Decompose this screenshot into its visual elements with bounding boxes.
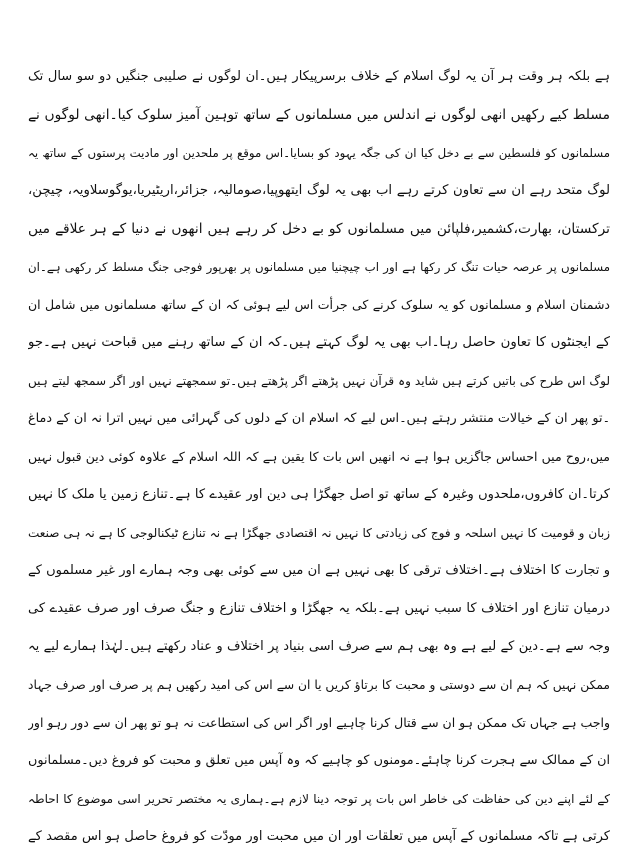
text-line-16: وجہ سے ہے۔دین کے لیے ہے وہ بھی ہم سے صرف اسی بنیاد پر اختلاف و عناد رکھتے ہیں۔لہٰذا ہمارے لیے یہ [28,639,610,654]
text-line-17: ممکن نہیں کہ ہم ان سے دوستی و محبت کا برتاؤ کریں یا ان سے اس کی امید رکھیں ہم پر صرف اور صرف جہاد [28,678,610,692]
text-line-7: دشمنان اسلام و مسلمانوں کو یہ سلوک کرنے کی جرأت اس لیے ہوئی کہ ان کے ساتھ مسلمانوں میں شامل ان [28,297,610,312]
text-line-21: کرتی ہے تاکہ مسلمانوں کے آپس میں تعلقات اور ان میں محبت اور مودّت کو فروغ حاصل ہو اس مقصد کے [28,829,610,844]
text-line-12: کرتا۔ان کافروں،ملحدوں وغیرہ کے ساتھ تو اصل جھگڑا ہی دین اور عقیدے کا ہے۔تنازع زمین یا ملک کا نہیں [28,487,610,502]
text-line-5: ترکستان، بھارت،کشمیر،فلپائن میں مسلمانوں کو بے دخل کر رہے ہیں انھوں نے دنیا کے ہر علاقے میں [28,221,610,237]
text-line-20: کے لئے اپنے دین کی حفاظت کی خاطر اس بات پر توجہ دینا لازم ہے۔ہماری یہ مختصر تحریر اسی موضوع کا احاطہ [28,792,610,806]
text-line-9: لوگ اس طرح کی باتیں کرتے ہیں شاید وہ قرآن نہیں پڑھتے اگر پڑھتے ہیں۔تو سمجھتے نہیں اور اگر سمجھ لیتے ہیں [28,374,610,388]
document-page [28,58,610,858]
text-line-8: کے ایجنٹوں کا تعاون حاصل رہا۔اب بھی یہ لوگ کہتے ہیں۔کہ ان کے ساتھ رہنے میں قباحت نہیں ہے۔جو [28,335,610,350]
text-line-19: ان کے ممالک سے ہجرت کرنا چاہئے۔مومنوں کو چاہیے کہ وہ آپس میں تعلق و محبت کو فروغ دیں۔مسلمانوں [28,753,610,768]
text-line-4: لوگ متحد رہے ان سے تعاون کرتے رہے اب بھی یہ لوگ ایتھوپیا،صومالیہ، جزائر،اریٹیریا،یوگوسلاویہ، چیچن، [28,183,610,198]
text-line-3: مسلمانوں کو فلسطین سے بے دخل کیا ان کی جگہ یہود کو بسایا۔اس موقع پر ملحدین اور مادیت پرستوں کے ساتھ یہ [28,146,610,160]
text-line-10: ۔تو پھر ان کے خیالات منتشر رہتے ہیں۔اس لیے کہ اسلام ان کے دلوں کی گہرائی میں نہیں اترا نہ ان کے دماغ [28,411,610,426]
text-line-1: ہے بلکہ ہر وقت ہر آن یہ لوگ اسلام کے خلاف برسرپیکار ہیں۔ان لوگوں نے صلیبی جنگیں دو سو سال تک [28,69,610,84]
text-line-15: درمیان تنازع اور اختلاف کا سبب نہیں ہے۔بلکہ یہ جھگڑا و اختلاف تنازع و جنگ صرف اور صرف عقیدے کی [28,601,610,616]
text-line-2: مسلط کیے رکھیں انھی لوگوں نے اندلس میں مسلمانوں کے ساتھ توہین آمیز سلوک کیا۔انھی لوگوں نے [28,107,610,123]
text-line-6: مسلمانوں پر عرصہ حیات تنگ کر رکھا ہے اور اب چیچنیا میں مسلمانوں پر بھرپور فوجی جنگ مسلط کر رکھی ہے۔ان [28,260,610,274]
text-line-18: واجب ہے جہاں تک ممکن ہو ان سے قتال کرنا چاہیے اور اگر اس کی استطاعت نہ ہو تو پھر ان سے دور رہو اور [28,715,610,730]
text-line-14: و تجارت کا اختلاف ہے۔اختلاف ترقی کا بھی نہیں ہے ان میں سے کوئی بھی وجہ ہمارے اور غیر مسلموں کے [28,563,610,578]
text-line-11: میں،روح میں احساس جاگزیں ہوا ہے نہ انھیں اس بات کا یقین ہے کہ اللہ اسلام کے علاوہ کوئی دین قبول نہیں [28,449,610,464]
text-line-13: زبان و قومیت کا نہیں اسلحہ و فوج کی زیادتی کا نہیں نہ اقتصادی جھگڑا ہے نہ تنازع ٹیکنالوجی کا ہے نہ ہی صنعت [28,526,610,540]
